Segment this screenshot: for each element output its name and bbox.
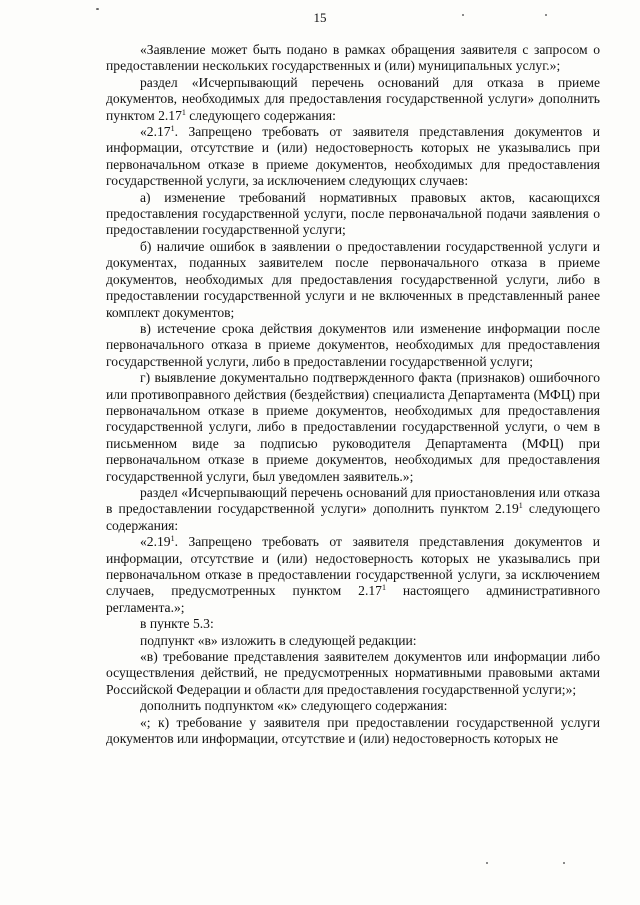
page-number: 15 (313, 10, 327, 25)
paragraph: б) наличие ошибок в заявлении о предоставлении государственной услуги и документах, поданных заявителем после первоначального отказа в приеме документов, необходимых для предоставления государственной услуги, либо в предоставлении государственной услуги и не включенных в представленный ранее комплект документов; (106, 238, 600, 320)
paragraph: «в) требование представления заявителем документов или информации либо осуществления действий, не предусмотренных нормативными правовыми актами Российской Федерации и области для предоставления государственной услуги;»; (106, 649, 600, 697)
paragraph: в) истечение срока действия документов или изменение информации после первоначального отказа в приеме документов, необходимых для предоставления государственной услуги, либо в предоставлении государственной услуги; (106, 320, 600, 369)
paragraph: раздел «Исчерпывающий перечень оснований для приостановления или отказа в предоставлении государственной услуги» дополнить пунктом 2.19$^1$ следующего содержания: (106, 484, 600, 533)
paragraph: «Заявление может быть подано в рамках обращения заявителя с запросом о предоставлении нескольких государственных и (или) муниципальных услуг.»; (106, 42, 600, 74)
paragraph: «; к) требование у заявителя при предоставлении государственной услуги документов или информации, отсутствие и (или) недостоверность которых не (106, 714, 600, 747)
paragraph: г) выявление документально подтвержденного факта (признаков) ошибочного или противоправного действия (бездействия) специалиста Департамента (МФЦ) при первоначальном отказе в приеме документов, необходимых для предоставления государственной услуги, либо в предоставлении государственной услуги, о чем в письменном виде за подписью руководителя Департамента (МФЦ) при первоначальном отказе в приеме документов, необходимых для предоставления государственной услуги, был уведомлен заявитель.»; (106, 370, 600, 484)
scan-speck (486, 862, 488, 864)
paragraph: в пункте 5.3: (140, 616, 214, 632)
paragraph: дополнить подпунктом «к» следующего содержания: (140, 698, 448, 714)
scan-speck (462, 14, 464, 16)
scan-speck (545, 14, 547, 16)
paragraph: подпункт «в» изложить в следующей редакции: (140, 632, 417, 648)
paragraph: «2.17$^1$. Запрещено требовать от заявителя представления документов и информации, отсутствие и (или) недостоверность которых не указывались при первоначальном отказе в приеме документов, необходимых для предоставления государственной услуги, за исключением следующих случаев: (106, 124, 600, 189)
scan-speck (563, 862, 565, 864)
scan-speck (96, 8, 99, 10)
document-body (106, 42, 600, 747)
paragraph: «2.19$^1$. Запрещено требовать от заявителя представления документов и информации, отсутствие и (или) недостоверность которых не указывались при первоначальном отказе в предоставлении государственной услуги, за исключением случаев, предусмотренных пунктом 2.17$^1$ настоящего административного регламента.»; (106, 534, 600, 615)
paragraph: а) изменение требований нормативных правовых актов, касающихся предоставления государственной услуги, после первоначальной подачи заявления о предоставлении государственной услуги; (106, 189, 600, 238)
paragraph: раздел «Исчерпывающий перечень оснований для отказа в приеме документов, необходимых для предоставления государственной услуги» дополнить пунктом 2.17$^1$ следующего содержания: (106, 74, 600, 123)
